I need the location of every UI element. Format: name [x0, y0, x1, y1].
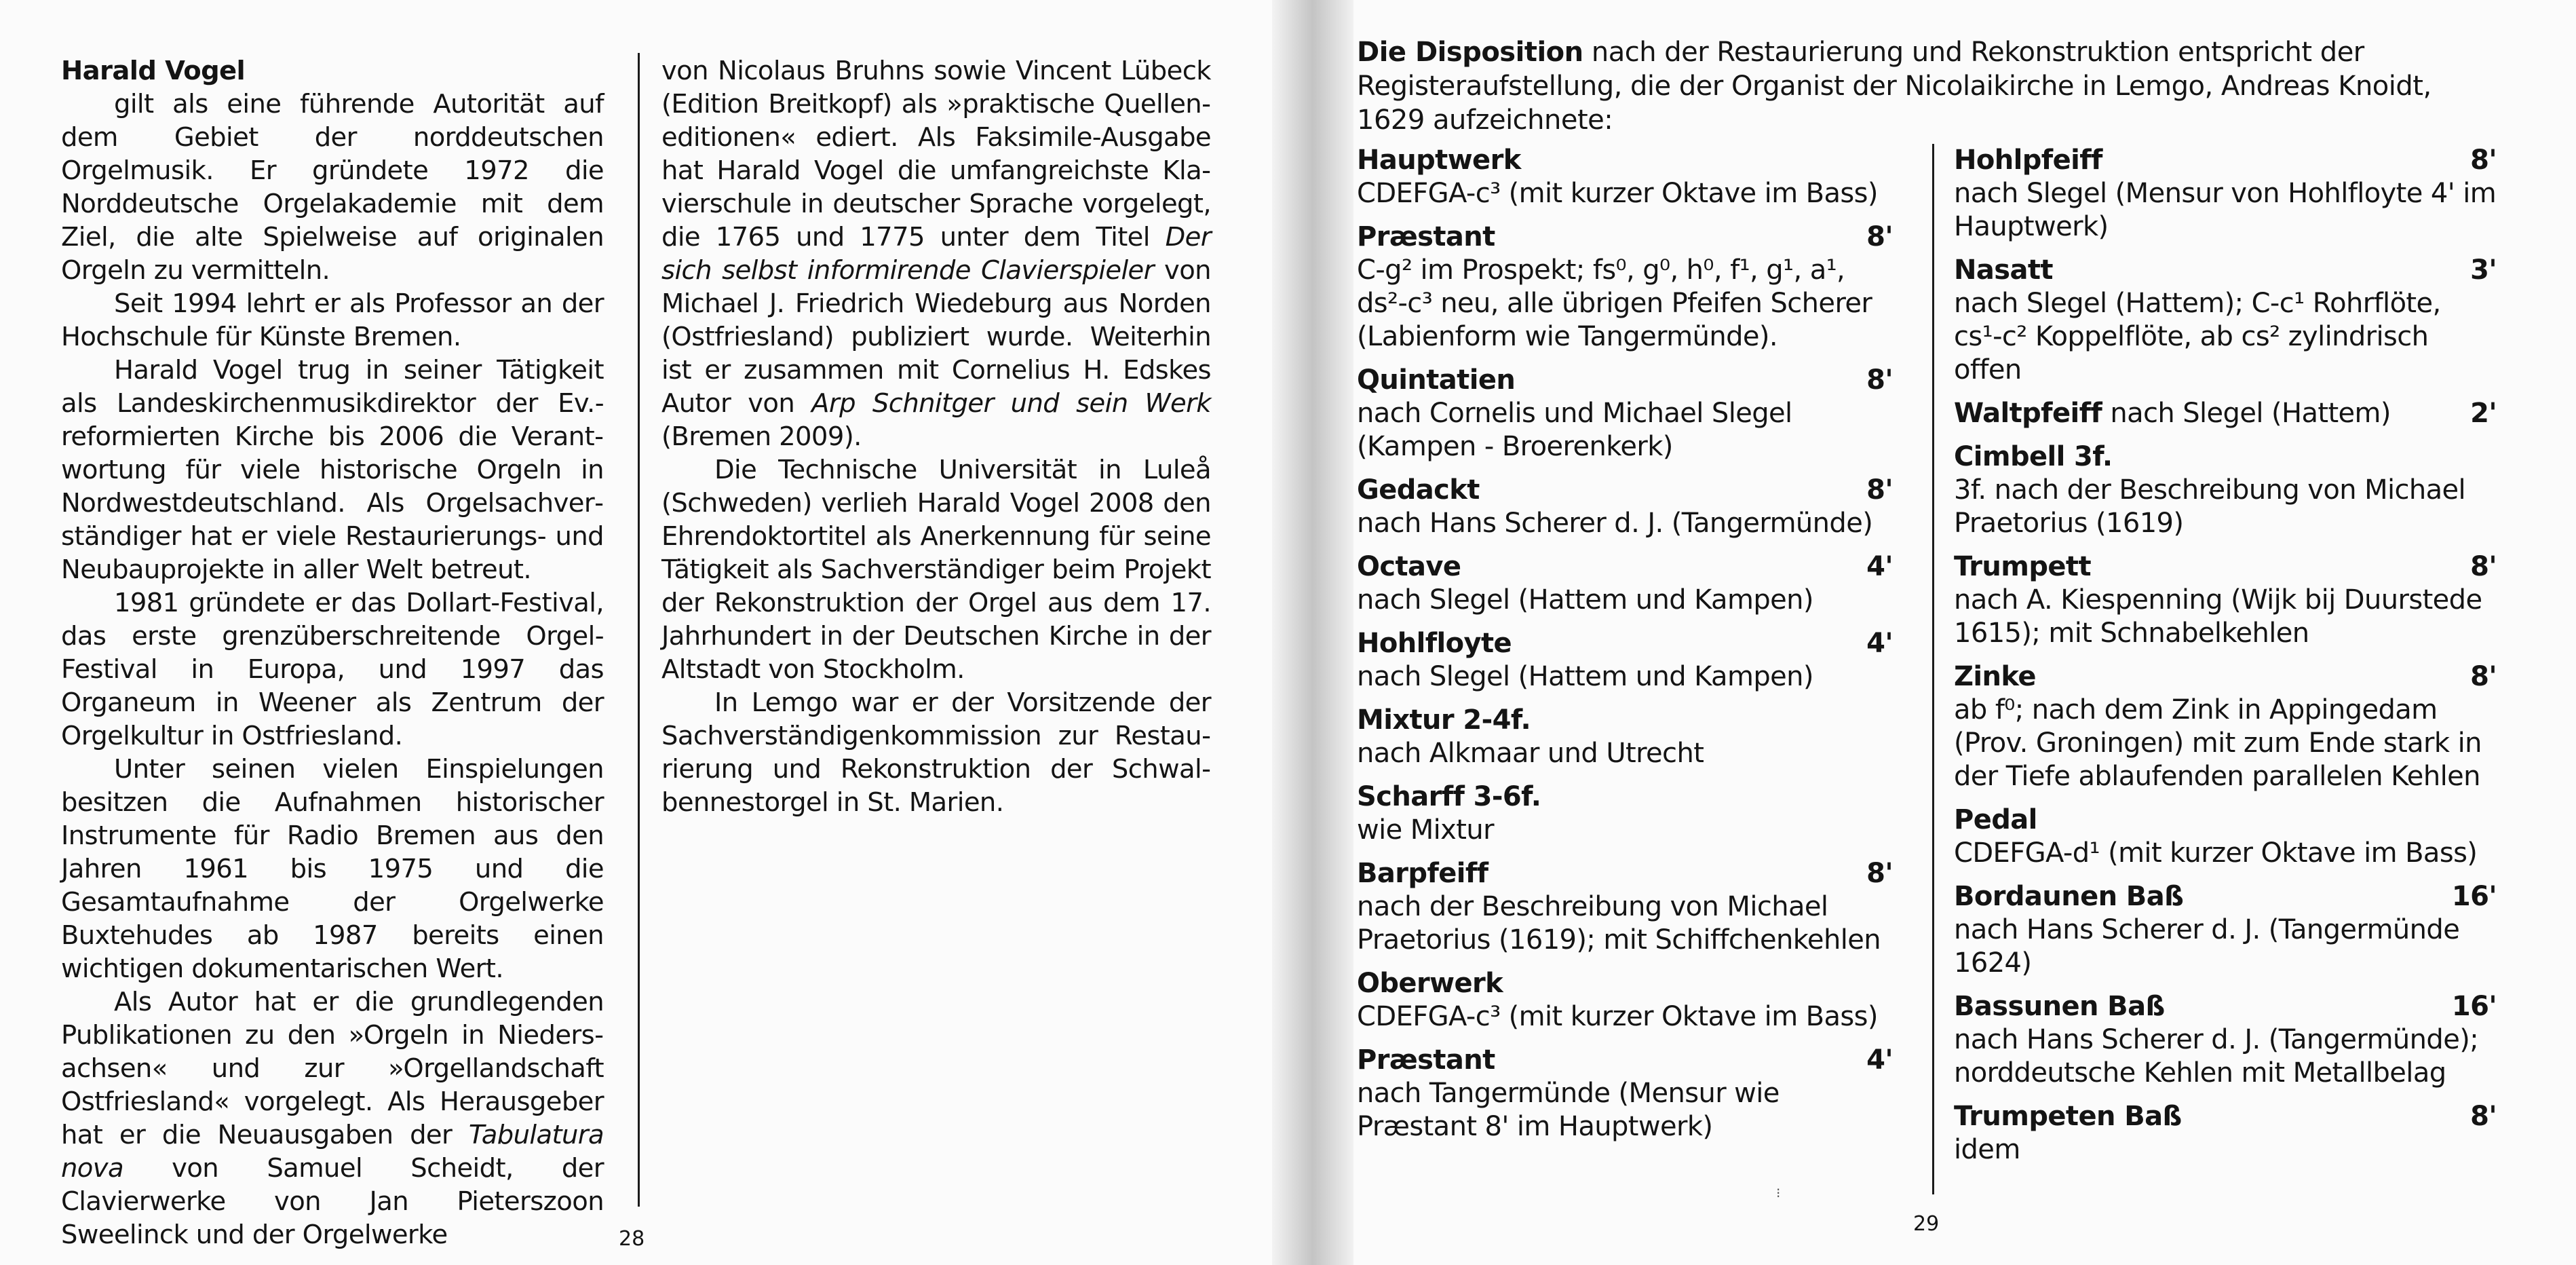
- register-column-2: [1954, 144, 2497, 1177]
- register-name: Bordaunen Baß: [1954, 881, 2184, 912]
- register-name: Trumpeten Baß: [1954, 1101, 2182, 1132]
- register-description: 3f. nach der Beschreibung von Michael Praetorius (1619): [1954, 474, 2466, 539]
- register-entry: [1357, 364, 1893, 464]
- register-description: C-g² im Prospekt; fs⁰, g⁰, h⁰, f¹, g¹, a¹, ds²-c³ neu, alle übrigen Pfeifen Scherer (Labienform wie Tangermünde).: [1357, 254, 1872, 352]
- register-name: Octave: [1357, 551, 1461, 582]
- register-description: nach Tangermünde (Mensur wie Præstant 8' im Hauptwerk): [1357, 1078, 1780, 1142]
- register-header: [1954, 440, 2497, 474]
- bio-paragraph: Harald Vogel trug in seiner Tätigkeit als Landeskirchenmusikdirektor der Ev.-reformierten Kirche bis 2006 die Verantwortung für viele historische Orgeln in Nordwestdeutschland. Als Orgelsachverständiger hat er viele Restaurierungs- und Neubauprojekte in aller Welt betreut.: [61, 355, 604, 585]
- register-entry: [1954, 550, 2497, 650]
- register-name: Pedal: [1954, 804, 2037, 835]
- register-header: [1357, 967, 1893, 1000]
- register-name-line: [1357, 221, 1495, 254]
- register-name-line: [1357, 364, 1515, 397]
- register-entry: [1357, 1044, 1893, 1144]
- bio-paragraph: Unter seinen vielen Einspielungen besitzen die Aufnahmen historischer Instrumente für Radio Bremen aus den Jahren 1961 bis 1975 und die Gesamtaufnahme der Orgelwerke Buxtehudes ab 1987 bereits einen wichtigen dokumentarischen Wert.: [61, 754, 604, 984]
- register-name: Mixtur 2-4f.: [1357, 704, 1531, 736]
- register-entry: [1954, 990, 2497, 1090]
- register-header: [1357, 1044, 1893, 1077]
- register-entry: [1954, 660, 2497, 793]
- text-run: (Bremen 2009).: [661, 421, 862, 452]
- register-pitch: 2': [2470, 398, 2497, 429]
- register-entry: [1357, 780, 1893, 847]
- register-description: nach Slegel (Hattem und Kampen): [1357, 584, 1813, 616]
- register-header: [1357, 364, 1893, 397]
- column-divider: [1932, 144, 1934, 1194]
- register-pitch: 8': [2470, 1101, 2497, 1132]
- register-name-line: [1357, 627, 1512, 660]
- register-pitch: 8': [1866, 221, 1893, 252]
- register-entry: [1357, 144, 1893, 210]
- register-column-1: [1357, 144, 1893, 1154]
- bio-paragraph: [61, 985, 604, 1251]
- register-entry: [1954, 397, 2497, 430]
- register-name-line: [1954, 880, 2183, 913]
- register-name: Hohlpfeiff: [1954, 145, 2102, 176]
- register-entry: [1954, 144, 2497, 244]
- italic-title: Tabulatura nova: [61, 1120, 604, 1184]
- register-name: Præstant: [1357, 221, 1495, 252]
- register-name: Trumpett: [1954, 551, 2091, 582]
- left-column-2: [661, 54, 1211, 819]
- register-name: Cimbell 3f.: [1954, 441, 2113, 472]
- register-header: [1357, 550, 1893, 584]
- register-header: [1954, 804, 2497, 837]
- text-run: von Samuel Scheidt, der Clavierwerke von Jan Pieterszoon Sweelinck und der Orgelwerke: [61, 1153, 604, 1250]
- bio-paragraph: In Lemgo war er der Vorsitzende der Sachverständigenkommission zur Restaurierung und Rekonstruktion der Schwalbennestorgel in St. Marien.: [661, 687, 1211, 818]
- register-description: nach Hans Scherer d. J. (Tangermünde); norddeutsche Kehlen mit Metallbelag: [1954, 1024, 2479, 1089]
- register-entry: [1954, 440, 2497, 540]
- text-run: Als Autor hat er die grundlegenden Publikationen zu den »Orgeln in Niedersachsen« und zur »Orgellandschaft Ostfriesland« vorgelegt. Als Herausgeber hat er die Neuausgaben der: [61, 987, 604, 1150]
- register-pitch: 8': [1866, 474, 1893, 506]
- register-pitch: 8': [1866, 858, 1893, 889]
- register-name-line: [1954, 804, 2037, 837]
- register-description: nach Slegel (Mensur von Hohlfloyte 4' im Hauptwerk): [1954, 178, 2497, 242]
- register-name-line: [1954, 990, 2165, 1023]
- register-header: [1357, 704, 1893, 737]
- register-name: Gedackt: [1357, 474, 1480, 506]
- bio-paragraph: [661, 54, 1211, 453]
- left-column-1: [61, 54, 604, 1251]
- text-run: von Nicolaus Bruhns sowie Vincent Lübeck (Edition Breitkopf) als »praktische Quelleneditionen« ediert. Als Faksimile-Ausgabe hat Harald Vogel die umfangreichste Klavierschule in deutscher Sprache vorgelegt, die 1765 und 1775 unter dem Titel: [661, 56, 1211, 252]
- register-pitch: 16': [2451, 991, 2497, 1022]
- register-name: Oberwerk: [1357, 968, 1503, 999]
- register-header: [1954, 990, 2497, 1023]
- register-name: Quintatien: [1357, 364, 1516, 396]
- register-description: CDEFGA-c³ (mit kurzer Oktave im Bass): [1357, 178, 1878, 209]
- register-pitch: 4': [1866, 628, 1893, 659]
- register-name-line: [1357, 704, 1531, 737]
- bio-paragraph: gilt als eine führende Autorität auf dem Gebiet der norddeutschen Orgelmusik. Er gründete 1972 die Norddeutsche Orgelakademie mit dem Ziel, die alte Spielweise auf originalen Orgeln zu vermitteln.: [61, 89, 604, 286]
- register-header: [1954, 254, 2497, 287]
- register-name: Scharff 3-6f.: [1357, 781, 1541, 812]
- register-pitch: 4': [1866, 551, 1893, 582]
- register-description: nach Slegel (Hattem und Kampen): [1357, 661, 1813, 692]
- register-header: [1357, 857, 1893, 890]
- register-description: nach Cornelis und Michael Slegel (Kampen - Broerenkerk): [1357, 398, 1792, 462]
- author-heading: Harald Vogel: [61, 56, 246, 86]
- register-entry: [1357, 627, 1893, 694]
- register-name-line: [1954, 440, 2113, 474]
- intro-text: nach der Restaurierung und Rekonstruktion entspricht der Registeraufstellung, die der Organist der Nicolaikirche in Lemgo, Andreas Knoidt, 1629 aufzeichnete:: [1357, 37, 2431, 136]
- register-description: nach der Beschreibung von Michael Praetorius (1619); mit Schiffchenkehlen: [1357, 891, 1881, 956]
- register-name: Barpfeiff: [1357, 858, 1488, 889]
- register-header: [1954, 660, 2497, 694]
- register-entry: [1357, 704, 1893, 770]
- register-name: Nasatt: [1954, 254, 2053, 286]
- register-description: ab f⁰; nach dem Zink in Appingedam (Prov. Groningen) mit zum Ende stark in der Tiefe ablaufenden parallelen Kehlen: [1954, 694, 2482, 792]
- register-header: [1954, 1100, 2497, 1133]
- intro-bold: Die Disposition: [1357, 37, 1583, 68]
- register-name-line: [1357, 780, 1541, 814]
- register-pitch: 8': [1866, 364, 1893, 396]
- book-fold-shadow: [1272, 0, 1353, 1265]
- italic-title: Arp Schnitger und sein Werk: [811, 388, 1211, 419]
- register-pitch: 8': [2470, 661, 2497, 692]
- register-name-line: [1954, 254, 2053, 287]
- register-inline-desc: nach Slegel (Hattem): [2102, 398, 2391, 429]
- text-run: von Michael J. Friedrich Wiedeburg aus Norden (Ostfriesland) publiziert wurde. Weiterhin ist er zusammen mit Cornelius H. Edskes Autor von: [661, 255, 1211, 419]
- register-name-line: [1357, 474, 1480, 507]
- register-entry: [1357, 221, 1893, 354]
- register-name: Hauptwerk: [1357, 145, 1521, 176]
- register-header: [1357, 780, 1893, 814]
- bio-paragraph: Seit 1994 lehrt er als Professor an der Hochschule für Künste Bremen.: [61, 288, 604, 352]
- register-description: nach Hans Scherer d. J. (Tangermünde 1624): [1954, 914, 2460, 979]
- register-name: Bassunen Baß: [1954, 991, 2165, 1022]
- register-entry: [1357, 550, 1893, 617]
- register-header: [1954, 144, 2497, 177]
- register-description: nach Alkmaar und Utrecht: [1357, 738, 1704, 769]
- register-header: [1357, 221, 1893, 254]
- register-name-line: [1357, 857, 1488, 890]
- register-pitch: 16': [2451, 881, 2497, 912]
- register-entry: [1954, 804, 2497, 870]
- scan-artifact: ⁝: [1776, 1185, 1781, 1201]
- register-name-line: [1357, 144, 1521, 177]
- register-entry: [1357, 857, 1893, 957]
- column-divider: [638, 53, 640, 1207]
- register-description: wie Mixtur: [1357, 814, 1494, 846]
- register-name-line: [1357, 1044, 1495, 1077]
- register-header: [1357, 144, 1893, 177]
- register-pitch: 3': [2470, 254, 2497, 286]
- bio-paragraph: Die Technische Universität in Luleå (Schweden) verlieh Harald Vogel 2008 den Ehrendoktortitel als Anerkennung für seine Tätigkeit als Sachverständiger beim Projekt der Rekonstruktion der Orgel aus dem 17. Jahrhundert in der Deutschen Kirche in der Altstadt von Stockholm.: [661, 455, 1211, 685]
- register-description: CDEFGA-c³ (mit kurzer Oktave im Bass): [1357, 1001, 1878, 1032]
- register-pitch: 8': [2470, 145, 2497, 176]
- register-name-line: [1954, 550, 2091, 584]
- register-name-line: [1357, 967, 1503, 1000]
- page-number-left: 28: [619, 1227, 645, 1251]
- register-header: [1954, 880, 2497, 913]
- register-name: Hohlfloyte: [1357, 628, 1512, 659]
- register-header: [1357, 627, 1893, 660]
- disposition-intro: [1357, 35, 2483, 137]
- register-name: Præstant: [1357, 1044, 1495, 1076]
- register-entry: [1954, 1100, 2497, 1167]
- register-description: CDEFGA-d¹ (mit kurzer Oktave im Bass): [1954, 837, 2478, 869]
- register-header: [1954, 550, 2497, 584]
- register-description: idem: [1954, 1134, 2020, 1165]
- page-number-right: 29: [1913, 1212, 1940, 1236]
- register-name-line: [1357, 550, 1461, 584]
- register-description: nach Slegel (Hattem); C-c¹ Rohrflöte, cs¹-c² Koppelflöte, ab cs² zylindrisch offen: [1954, 288, 2441, 385]
- register-description: nach Hans Scherer d. J. (Tangermünde): [1357, 508, 1873, 539]
- register-name-line: [1954, 397, 2391, 430]
- register-name-line: [1954, 144, 2102, 177]
- register-entry: [1954, 254, 2497, 387]
- register-pitch: 8': [2470, 551, 2497, 582]
- italic-title: Der sich selbst informirende Clavierspieler: [661, 222, 1211, 286]
- register-name-line: [1954, 660, 2036, 694]
- register-description: nach A. Kiespenning (Wijk bij Duurstede 1615); mit Schnabelkehlen: [1954, 584, 2482, 649]
- register-header: [1954, 397, 2497, 430]
- register-entry: [1357, 967, 1893, 1034]
- register-pitch: 4': [1866, 1044, 1893, 1076]
- register-header: [1357, 474, 1893, 507]
- register-name-line: [1954, 1100, 2182, 1133]
- register-entry: [1954, 880, 2497, 980]
- register-entry: [1357, 474, 1893, 540]
- bio-paragraph: 1981 gründete er das Dollart-Festival, das erste grenzüberschreitende Orgel-Festival in Europa, und 1997 das Organeum in Weener als Zentrum der Orgelkultur in Ostfriesland.: [61, 588, 604, 751]
- register-name: Zinke: [1954, 661, 2036, 692]
- register-name: Waltpfeiff: [1954, 398, 2102, 429]
